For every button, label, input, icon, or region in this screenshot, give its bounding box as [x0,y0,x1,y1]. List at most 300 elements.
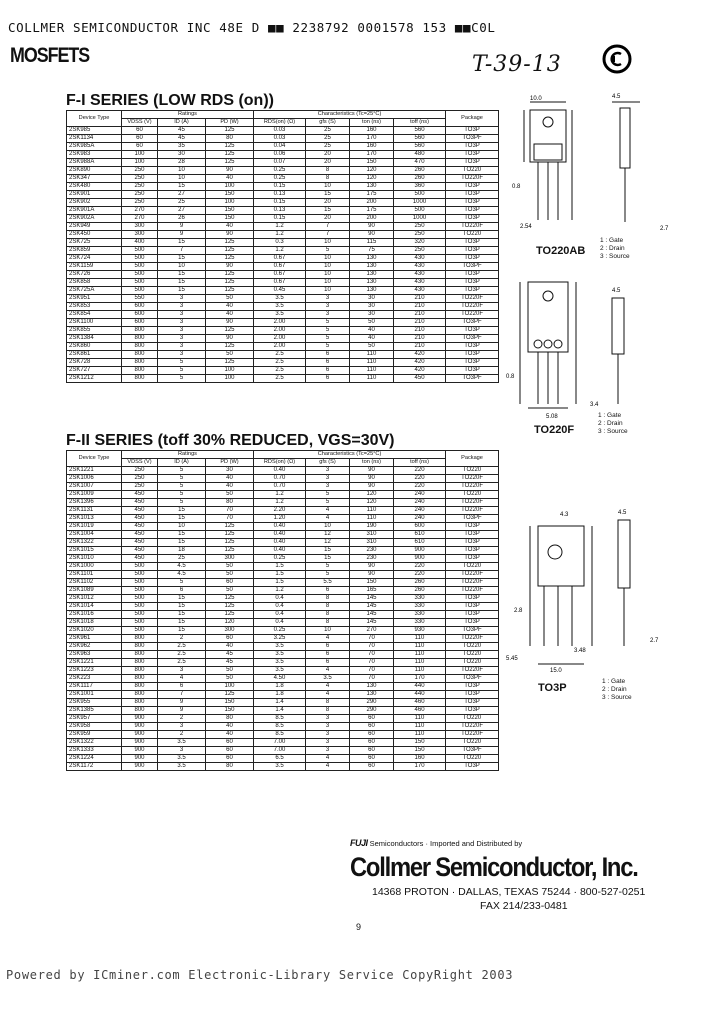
table-cell: 210 [394,303,446,311]
table-cell: 110 [394,659,446,667]
package-caption-to3p: TO3P [538,682,567,694]
table-cell: 3.5 [254,659,306,667]
table-cell: 15 [306,547,350,555]
device-type-cell: 2SK860 [67,343,122,351]
table-row [67,475,499,483]
table-cell: 200 [350,215,394,223]
table-cell: 2.5 [254,351,306,359]
table-cell: 90 [350,483,394,491]
table-cell: 800 [122,375,158,383]
pin-label: 2 : Drain [600,245,625,252]
table-row [67,715,499,723]
table-cell: 4 [306,763,350,771]
package-caption-to220ab: TO220AB [536,245,586,257]
table-cell: 450 [122,523,158,531]
table-cell: 600 [122,311,158,319]
table-cell: 60 [122,143,158,151]
table-cell: 90 [350,475,394,483]
device-type-cell: 2SK961 [67,635,122,643]
table-cell: 25 [158,555,206,563]
table-cell: 35 [158,143,206,151]
table-cell: 500 [122,627,158,635]
page-footer: Powered by ICminer.com Electronic-Library Service CopyRight 2003 [6,968,514,982]
table-cell: 10 [306,183,350,191]
table-cell: 2.5 [158,651,206,659]
device-type-cell: 2SK1117 [67,683,122,691]
table-row [67,643,499,651]
device-type-cell: 2SK962 [67,643,122,651]
table-cell: 3 [306,739,350,747]
device-type-cell: 2SK1004 [67,531,122,539]
table-cell: TO220F [446,483,499,491]
table-row [67,755,499,763]
table-cell: 100 [206,367,254,375]
table-cell: 1.8 [254,691,306,699]
table-cell: 7 [306,223,350,231]
table-cell: 0.15 [254,215,306,223]
table-cell: 500 [394,207,446,215]
table-cell: 90 [206,319,254,327]
table-cell: TO220 [446,715,499,723]
series1-title: F-I SERIES (LOW RDS (on)) [66,92,274,109]
device-type-cell: 2SK983 [67,151,122,159]
table-cell: 125 [206,127,254,135]
device-type-cell: 2SK725A [67,287,122,295]
table-cell: 3.5 [158,755,206,763]
table-cell: 60 [350,747,394,755]
table-cell: 5 [158,579,206,587]
table-cell: 800 [122,635,158,643]
table-cell: 3 [306,303,350,311]
table-cell: 0.4 [254,595,306,603]
device-type-cell: 2SK1322 [67,739,122,747]
table-cell: 90 [206,263,254,271]
table-cell: 0.4 [254,603,306,611]
table-cell: 430 [394,287,446,295]
section-title: MOSFETS [10,44,90,67]
to220f-drawing [520,282,624,408]
table-cell: 40 [350,335,394,343]
table-cell: 0.67 [254,263,306,271]
table-cell: 3 [306,311,350,319]
dim-label: 10.0 [530,96,542,102]
table-cell: 440 [394,683,446,691]
table-cell: 3.5 [158,739,206,747]
table-cell: TO220 [446,167,499,175]
table-cell: 120 [206,619,254,627]
table-cell: 15 [306,555,350,563]
table-cell: 60 [206,747,254,755]
fuji-distributor-line [350,838,522,848]
table-cell: 800 [122,335,158,343]
table-cell: 125 [206,327,254,335]
table-cell: 300 [122,223,158,231]
table-cell: TO3P [446,555,499,563]
table-cell: TO3P [446,239,499,247]
pin-label: 1 : Gate [602,678,626,685]
col-package: Package [446,111,499,127]
table-cell: 500 [122,587,158,595]
device-type-cell: 2SK1221 [67,659,122,667]
table-cell: TO3P [446,367,499,375]
col-rds: RDS(on) (Ω) [254,119,306,127]
table-cell: 800 [122,651,158,659]
table-cell: 800 [122,699,158,707]
table-row [67,547,499,555]
device-type-cell: 2SK347 [67,175,122,183]
table-cell: 125 [206,539,254,547]
table-cell: 0.70 [254,483,306,491]
table-cell: 110 [394,635,446,643]
dim-label: 2.7 [660,226,669,232]
device-type-cell: 2SK861 [67,351,122,359]
table-cell: 4.5 [158,563,206,571]
device-type-cell: 2SK1333 [67,747,122,755]
device-type-cell: 2SK1010 [67,555,122,563]
table-cell: 360 [394,183,446,191]
table-row [67,295,499,303]
table-cell: 210 [394,327,446,335]
package-drawings [500,88,710,498]
col-id: ID (A) [158,459,206,467]
table-cell: 250 [122,191,158,199]
dim-label: 3.48 [574,648,586,654]
col-characteristics: Characteristics (Tc=25°C) [254,111,446,119]
table-cell: 110 [394,723,446,731]
table-cell: 220 [394,563,446,571]
table-cell: 120 [350,491,394,499]
table-cell: 230 [350,547,394,555]
table-cell: 1.2 [254,247,306,255]
table-cell: 40 [206,475,254,483]
table-cell: 120 [350,167,394,175]
table-cell: 0.03 [254,135,306,143]
device-type-cell: 2SK957 [67,715,122,723]
table-cell: 250 [122,167,158,175]
table-cell: 110 [350,515,394,523]
device-type-cell: 2SK724 [67,255,122,263]
col-toff: toff (ns) [394,459,446,467]
table-cell: 125 [206,247,254,255]
table-cell: 7.00 [254,739,306,747]
table-cell: 9 [158,707,206,715]
table-cell: 450 [122,547,158,555]
table-cell: 250 [394,247,446,255]
table-cell: 450 [122,515,158,523]
device-type-cell: 2SK1001 [67,691,122,699]
device-type-cell: 2SK1224 [67,755,122,763]
table-cell: TO3P [446,603,499,611]
table-cell: 10 [306,271,350,279]
table-cell: 110 [394,651,446,659]
table-cell: TO3P [446,247,499,255]
table-cell: 110 [394,643,446,651]
table-cell: 210 [394,319,446,327]
table-cell: 70 [350,659,394,667]
table-cell: 5 [158,375,206,383]
table-row [67,523,499,531]
table-cell: 15 [158,595,206,603]
device-type-cell: 2SK949 [67,223,122,231]
table-row [67,723,499,731]
device-type-cell: 2SK1006 [67,475,122,483]
table-row [67,143,499,151]
table-cell: 150 [350,579,394,587]
table-cell: 2.5 [254,367,306,375]
dim-label: 0.8 [506,374,515,380]
table-cell: 3 [158,311,206,319]
table-row [67,375,499,383]
page-number: 9 [356,922,362,932]
device-type-cell: 2SK725 [67,239,122,247]
table-cell: 60 [206,739,254,747]
col-device: Device Type [67,111,122,127]
table-cell: 125 [206,523,254,531]
col-vdss: VDSS (V) [122,459,158,467]
table-cell: 800 [122,675,158,683]
table-cell: 7 [158,247,206,255]
table-cell: 900 [122,739,158,747]
table-cell: 210 [394,343,446,351]
col-pd: PD (W) [206,459,254,467]
table-cell: 290 [350,699,394,707]
device-type-cell: 2SK1384 [67,335,122,343]
table-row [67,699,499,707]
table-cell: 260 [394,175,446,183]
table-cell: 20 [306,159,350,167]
table-cell: 500 [122,247,158,255]
table-cell: 600 [122,303,158,311]
table-cell: 70 [350,675,394,683]
table-row [67,659,499,667]
device-type-cell: 2SK985 [67,127,122,135]
table-cell: 5 [306,247,350,255]
table-cell: 800 [122,327,158,335]
table-cell: 3 [306,747,350,755]
table-cell: 10 [306,239,350,247]
device-type-cell: 2SK901A [67,207,122,215]
table-cell: 10 [306,627,350,635]
table-cell: TO3P [446,595,499,603]
table-cell: 90 [350,563,394,571]
table-cell: 115 [350,239,394,247]
device-type-cell: 2SK1012 [67,595,122,603]
table-cell: 125 [206,279,254,287]
device-type-cell: 2SK890 [67,167,122,175]
table-cell: 90 [206,335,254,343]
table-cell: 160 [350,127,394,135]
table-cell: 3.5 [254,651,306,659]
table-cell: 3 [158,335,206,343]
table-cell: 125 [206,531,254,539]
device-type-cell: 2SK1172 [67,763,122,771]
table-cell: 0.15 [254,199,306,207]
table-cell: 420 [394,351,446,359]
table-row [67,483,499,491]
table-row [67,271,499,279]
table-cell: 10 [306,263,350,271]
table-cell: 250 [122,183,158,191]
table-cell: 500 [122,271,158,279]
table-cell: 0.4 [254,619,306,627]
table-cell: 4 [306,691,350,699]
table-cell: TO220 [446,739,499,747]
table-row [67,183,499,191]
table-cell: 90 [206,231,254,239]
table-cell: 330 [394,603,446,611]
table-cell: TO3PF [446,515,499,523]
table-cell: 3.5 [254,763,306,771]
table-cell: 560 [394,143,446,151]
table-cell: 100 [206,199,254,207]
table-cell: 125 [206,255,254,263]
table-cell: 4 [306,667,350,675]
table-cell: 460 [394,707,446,715]
table-cell: 300 [206,627,254,635]
table-cell: 400 [122,239,158,247]
pin-label: 1 : Gate [600,237,624,244]
table-row [67,611,499,619]
table-cell: 330 [394,619,446,627]
table-cell: 6 [306,643,350,651]
table-cell: 5 [158,483,206,491]
pin-label: 3 : Source [598,428,628,435]
table-cell: 800 [122,359,158,367]
table-cell: 10 [306,287,350,295]
table-cell: 220 [394,483,446,491]
device-type-cell: 2SK1212 [67,375,122,383]
table-cell: 0.06 [254,151,306,159]
table-cell: 50 [206,491,254,499]
table-cell: 220 [394,467,446,475]
pin-list-to220f [598,412,628,436]
table-cell: 430 [394,271,446,279]
col-toff: toff (ns) [394,119,446,127]
table-row [67,635,499,643]
table-cell: 210 [394,295,446,303]
table-cell: 110 [350,375,394,383]
table-row [67,579,499,587]
document-header-line: COLLMER SEMICONDUCTOR INC 48E D ■■ 2238792 0001578 153 ■■C0L [8,20,496,35]
table-cell: 3 [306,483,350,491]
table-cell: 0.25 [254,167,306,175]
table-cell: 330 [394,611,446,619]
table-cell: 800 [122,707,158,715]
col-device: Device Type [67,451,122,467]
table-cell: 900 [122,731,158,739]
table-cell: 130 [350,183,394,191]
table-cell: TO3PF [446,747,499,755]
table-cell: 800 [122,683,158,691]
device-type-cell: 2SK988A [67,159,122,167]
device-type-cell: 2SK1014 [67,603,122,611]
table-cell: 250 [394,223,446,231]
table-cell: 230 [350,555,394,563]
table-row [67,359,499,367]
table-cell: 270 [350,627,394,635]
table-cell: 600 [122,319,158,327]
table-row [67,595,499,603]
col-pd: PD (W) [206,119,254,127]
table-cell: TO220 [446,755,499,763]
table-cell: 1.5 [254,571,306,579]
table-cell: 3.5 [306,675,350,683]
table-row [67,571,499,579]
table-cell: 0.13 [254,207,306,215]
table-cell: 8 [306,175,350,183]
table-cell: 1.20 [254,515,306,523]
table-row [67,207,499,215]
table-cell: 500 [122,255,158,263]
table-cell: 3 [306,723,350,731]
table-cell: TO220F [446,303,499,311]
table-cell: 450 [122,499,158,507]
col-ton: ton (ns) [350,119,394,127]
table-cell: 15 [158,239,206,247]
table-cell: 900 [122,747,158,755]
table-row [67,603,499,611]
table-cell: 1.2 [254,499,306,507]
table-cell: 20 [306,215,350,223]
table-cell: 25 [158,199,206,207]
table-cell: 900 [122,723,158,731]
table-cell: 220 [394,571,446,579]
table-cell: TO3PF [446,263,499,271]
table-cell: 50 [350,319,394,327]
table-cell: TO220 [446,467,499,475]
company-logo [602,44,632,74]
series2-table [66,450,499,771]
table-cell: 3 [306,475,350,483]
table-cell: TO3PF [446,675,499,683]
table-cell: 0.25 [254,175,306,183]
table-cell: 500 [122,571,158,579]
table-cell: 4.5 [158,571,206,579]
table-cell: 27 [158,207,206,215]
table-cell: 60 [206,755,254,763]
table-cell: 40 [206,223,254,231]
dim-label: 2.7 [650,638,659,644]
table-row [67,491,499,499]
table-cell: TO220F [446,311,499,319]
device-type-cell: 2SK1089 [67,587,122,595]
table-cell: 2.5 [254,375,306,383]
company-name: Collmer Semiconductor, Inc. [350,852,638,882]
table-cell: 125 [206,603,254,611]
table-cell: 110 [350,507,394,515]
table-cell: 6 [306,367,350,375]
device-type-cell: 2SK1007 [67,483,122,491]
table-cell: 0.07 [254,159,306,167]
table-cell: 75 [350,247,394,255]
device-type-cell: 2SK855 [67,327,122,335]
table-cell: 165 [350,587,394,595]
table-cell: 460 [394,699,446,707]
table-cell: 240 [394,507,446,515]
table-cell: 60 [350,715,394,723]
dim-label: 4.3 [560,512,569,518]
table-cell: 7.00 [254,747,306,755]
table-cell: 50 [206,563,254,571]
table-row [67,731,499,739]
table-cell: 20 [306,151,350,159]
table-row [67,367,499,375]
dim-label: 4.5 [612,94,621,100]
table-cell: 7 [158,691,206,699]
table-cell: 2.00 [254,327,306,335]
table-cell: 8 [306,619,350,627]
series2-title: F-II SERIES (toff 30% REDUCED, VGS=30V) [66,432,395,449]
